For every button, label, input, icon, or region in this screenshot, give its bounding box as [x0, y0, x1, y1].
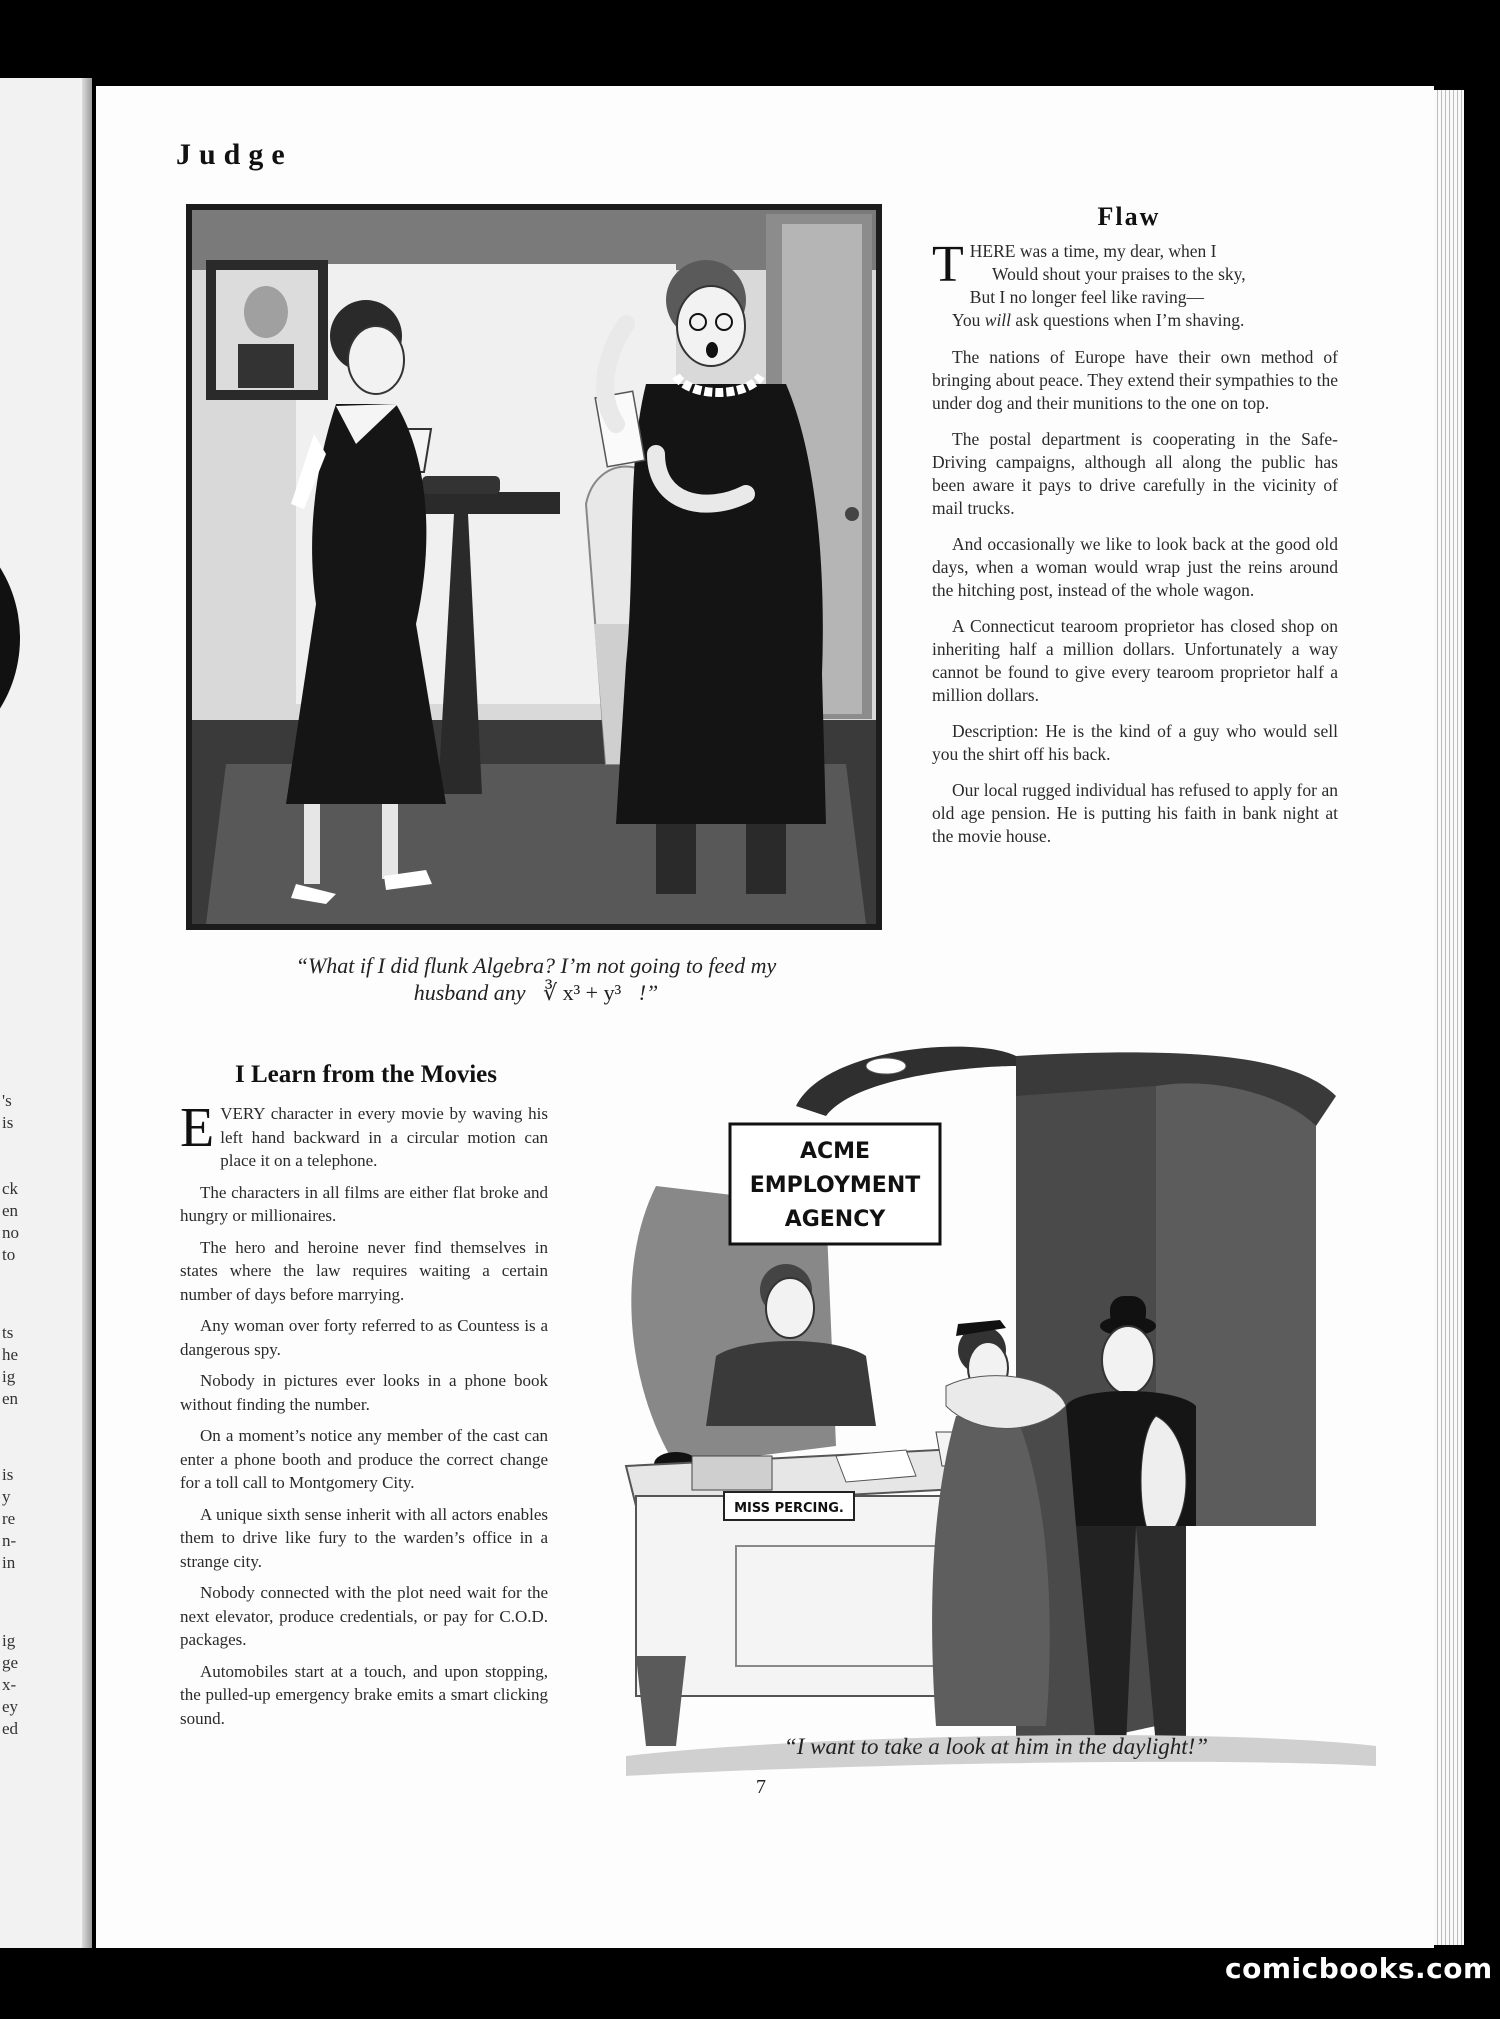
- sign-line2: EMPLOYMENT: [749, 1173, 921, 1198]
- movies-title: I Learn from the Movies: [235, 1061, 497, 1088]
- movies-first-paragraph-text: VERY character in every movie by waving his left hand backward in a circular motion can place it on a telephone.: [220, 1104, 548, 1170]
- flaw-paragraph: Our local rugged individual has refused to apply for an old age pension. He is putting his faith in bank night at the movie house.: [932, 780, 1338, 846]
- movies-paragraph: Nobody connected with the plot need wait for the next elevator, produce credentials, or pay for C.O.D. packages.: [180, 1583, 548, 1649]
- flaw-paragraph: A Connecticut tearoom proprietor has closed shop on inheriting half a million dollars. Unfortunately a way cannot be found to give every tearoom proprietor half a million dollars.: [932, 616, 1338, 705]
- top-caption-prefix: husband any: [413, 980, 526, 1005]
- flaw-verse-line4-end: ask questions when I’m shaving.: [1011, 310, 1245, 330]
- bottom-cartoon-caption: “I want to take a look at him in the daylight!”: [783, 1734, 1209, 1759]
- flaw-verse-line4-start: You: [952, 310, 985, 330]
- facing-text-fragment: en: [2, 1201, 19, 1220]
- facing-page-edge: [0, 78, 92, 1948]
- flaw-verse-line1: HERE was a time, my dear, when I: [969, 241, 1217, 261]
- flaw-verse-line4-emphasis: will: [984, 310, 1012, 330]
- flaw-title: Flaw: [1097, 202, 1161, 231]
- top-cartoon-illustration: [186, 204, 882, 930]
- flaw-paragraph: Description: He is the kind of a guy who would sell you the shirt off his back.: [932, 721, 1338, 764]
- bottom-cartoon: [596, 966, 1436, 1816]
- movies-paragraph: Automobiles start at a touch, and upon stopping, the pulled-up emergency brake emits a smart clicking sound.: [180, 1661, 548, 1728]
- masthead: Judge: [176, 138, 293, 171]
- movies-first-paragraph: [180, 1097, 548, 1173]
- page-stack-edge: [1434, 90, 1464, 1945]
- facing-text-fragment: n-: [2, 1531, 17, 1550]
- facing-text-fragment: ge: [2, 1653, 19, 1672]
- page-gutter: [82, 78, 92, 1948]
- top-cartoon: [186, 204, 882, 930]
- flaw-paragraph: And occasionally we like to look back at the good old days, when a woman would wrap just the reins around the hitching post, instead of the whole wagon.: [932, 534, 1338, 600]
- bottom-cartoon-illustration: [596, 966, 1436, 1816]
- facing-text-fragment: ey: [2, 1697, 19, 1716]
- flaw-verse-line2: Would shout your praises to the sky,: [992, 264, 1246, 284]
- desk-nameplate: [724, 1492, 854, 1520]
- facing-text-fragment: re: [2, 1509, 16, 1528]
- flaw-dropcap: T: [932, 236, 964, 293]
- facing-text-fragment: in: [2, 1553, 16, 1572]
- top-caption-formula: ∛ x³ + y³: [543, 980, 622, 1005]
- facing-text-fragment: is: [2, 1113, 14, 1132]
- flaw-article: [932, 236, 1338, 861]
- facing-text-fragment: en: [2, 1389, 19, 1408]
- movies-paragraph: Nobody in pictures ever looks in a phone book without finding the number.: [180, 1371, 548, 1414]
- facing-text-fragment: ig: [2, 1631, 16, 1650]
- agency-sign: [730, 1124, 940, 1244]
- movies-article: [180, 1097, 548, 1738]
- movies-paragraph: The hero and heroine never find themselves in states where the law requires waiting a certain number of days before marrying.: [180, 1237, 548, 1304]
- movies-paragraph: Any woman over forty referred to as Countess is a dangerous spy.: [180, 1316, 548, 1359]
- facing-text-fragment: no: [2, 1223, 19, 1242]
- movies-paragraph: A unique sixth sense inherit with all actors enables them to drive like fury to the warden’s office in a strange city.: [180, 1504, 548, 1571]
- top-caption-line1: “What if I did flunk Algebra? I’m not going to feed my: [295, 953, 777, 978]
- sign-line1: ACME: [799, 1139, 871, 1164]
- facing-text-fragment: 's: [2, 1091, 12, 1110]
- facing-text-fragment: is: [2, 1465, 14, 1484]
- facing-text-fragment: ck: [2, 1179, 19, 1198]
- facing-text-fragment: ed: [2, 1719, 19, 1738]
- facing-text-fragment: ts: [2, 1323, 14, 1342]
- flaw-paragraph: The nations of Europe have their own method of bringing about peace. They extend their sympathies to the under dog and their munitions to the one on top.: [932, 347, 1338, 413]
- nameplate-text: MISS PERCING.: [734, 1501, 844, 1516]
- facing-text-fragment: y: [2, 1487, 11, 1506]
- movies-paragraph: On a moment’s notice any member of the cast can enter a phone booth and produce the correct change for a toll call to Montgomery City.: [180, 1426, 548, 1492]
- flaw-verse-line4: [932, 309, 1338, 332]
- site-watermark: comicbooks.com: [1225, 1952, 1493, 1985]
- movies-paragraph: The characters in all films are either flat broke and hungry or millionaires.: [180, 1182, 548, 1225]
- facing-page-dark-shape: [0, 518, 20, 758]
- flaw-paragraph: The postal department is cooperating in the Safe-Driving campaigns, although all along the public has been aware it pays to drive carefully in the vicinity of mail trucks.: [932, 429, 1338, 518]
- page-number: 7: [756, 1776, 766, 1798]
- facing-text-fragment: x-: [2, 1675, 17, 1694]
- flaw-verse-line3: But I no longer feel like raving—: [969, 287, 1205, 307]
- top-caption-suffix: !”: [638, 980, 659, 1005]
- sign-line3: AGENCY: [784, 1207, 886, 1232]
- movies-dropcap: E: [180, 1097, 215, 1159]
- facing-text-fragment: ig: [2, 1367, 16, 1386]
- flaw-verse: [932, 236, 1338, 332]
- facing-text-fragment: he: [2, 1345, 19, 1364]
- magazine-page: [96, 86, 1434, 1948]
- facing-text-fragment: to: [2, 1245, 16, 1264]
